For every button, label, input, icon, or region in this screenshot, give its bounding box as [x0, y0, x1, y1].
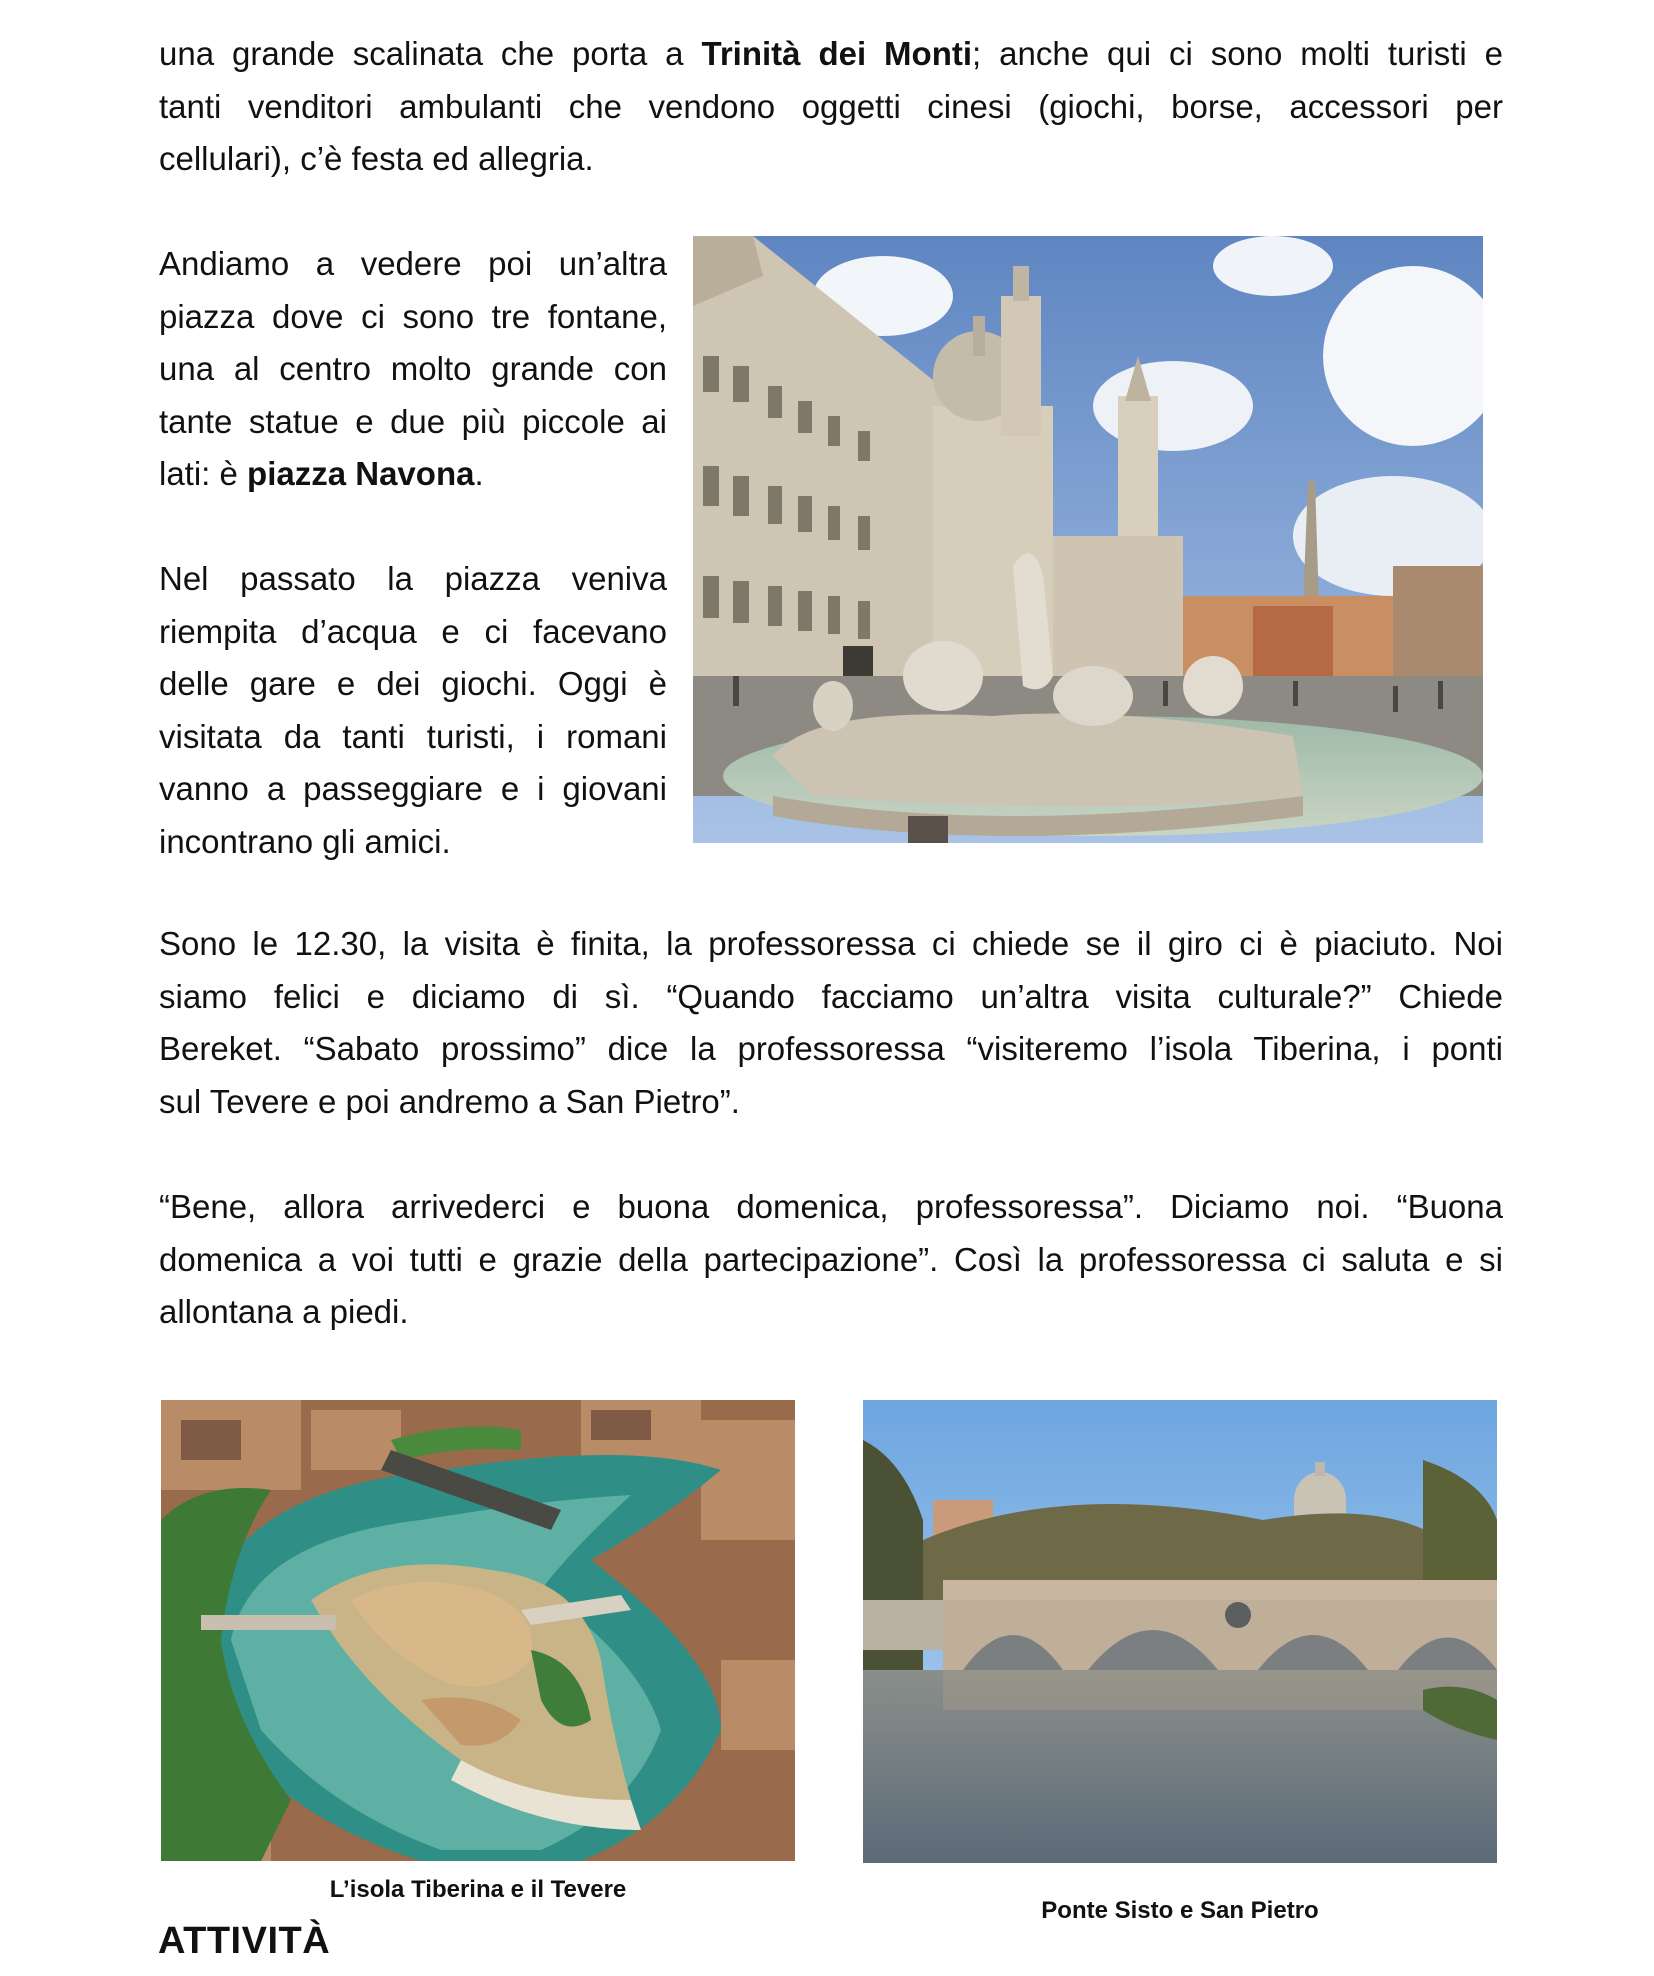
passato-line-1: Nel passato la piazza veniva [159, 560, 667, 597]
visita-paragraph [159, 918, 1503, 1128]
attivita-heading: ATTIVITÀ [158, 1920, 331, 1962]
caption-isola-tiberina: L’isola Tiberina e il Tevere [329, 1876, 627, 1903]
saluto-line-1: “Bene, allora arrivederci e buona domenica, professoressa”. Diciamo noi. “Buona [159, 1188, 1503, 1225]
passato-line-6: incontrano gli amici. [159, 822, 451, 860]
piazza-navona-photo [693, 236, 1483, 843]
passato-paragraph [159, 553, 667, 868]
visita-line-4: sul Tevere e poi andremo a San Pietro”. [159, 1082, 740, 1120]
intro-paragraph [159, 28, 1503, 186]
piazza-navona: piazza Navona [247, 455, 475, 492]
navona-line-5: lati: è piazza Navona. [159, 455, 484, 492]
saluto-line-2: domenica a voi tutti e grazie della partecipazione”. Così la professoressa ci saluta e si [159, 1240, 1503, 1278]
ponte-sisto-photo [863, 1400, 1497, 1863]
intro-line-2: tanti venditori ambulanti che vendono oggetti cinesi (giochi, borse, accessori per [159, 87, 1503, 125]
navona-line-3: una al centro molto grande con [159, 350, 667, 387]
saluto-line-3: allontana a piedi. [159, 1293, 409, 1330]
navona-line-1: Andiamo a vedere poi un’altra [159, 245, 667, 282]
passato-line-4: visitata da tanti turisti, i romani [159, 717, 667, 755]
saluto-paragraph [159, 1181, 1503, 1339]
passato-line-5: vanno a passeggiare e i giovani [159, 770, 667, 807]
navona-line-4: tante statue e due più piccole ai [159, 402, 667, 440]
intro-line-3: cellulari), c’è festa ed allegria. [159, 140, 594, 177]
visita-line-2: siamo felici e diciamo di sì. “Quando facciamo un’altra visita culturale?” Chiede [159, 977, 1503, 1015]
navona-line-2: piazza dove ci sono tre fontane, [159, 297, 667, 335]
navona-paragraph [159, 238, 667, 501]
intro-line-1: una grande scalinata che porta a Trinità dei Monti; anche qui ci sono molti turisti e [159, 35, 1503, 72]
passato-line-2: riempita d’acqua e ci facevano [159, 612, 667, 650]
isola-tiberina-photo [161, 1400, 795, 1861]
caption-ponte-sisto: Ponte Sisto e San Pietro [1041, 1897, 1319, 1924]
trinita-dei-monti: Trinità dei Monti [701, 35, 973, 72]
visita-line-3: Bereket. “Sabato prossimo” dice la professoressa “visiteremo l’isola Tiberina, i ponti [159, 1030, 1503, 1067]
visita-line-1: Sono le 12.30, la visita è finita, la professoressa ci chiede se il giro ci è piaciuto. Noi [159, 925, 1503, 962]
passato-line-3: delle gare e dei giochi. Oggi è [159, 665, 667, 702]
